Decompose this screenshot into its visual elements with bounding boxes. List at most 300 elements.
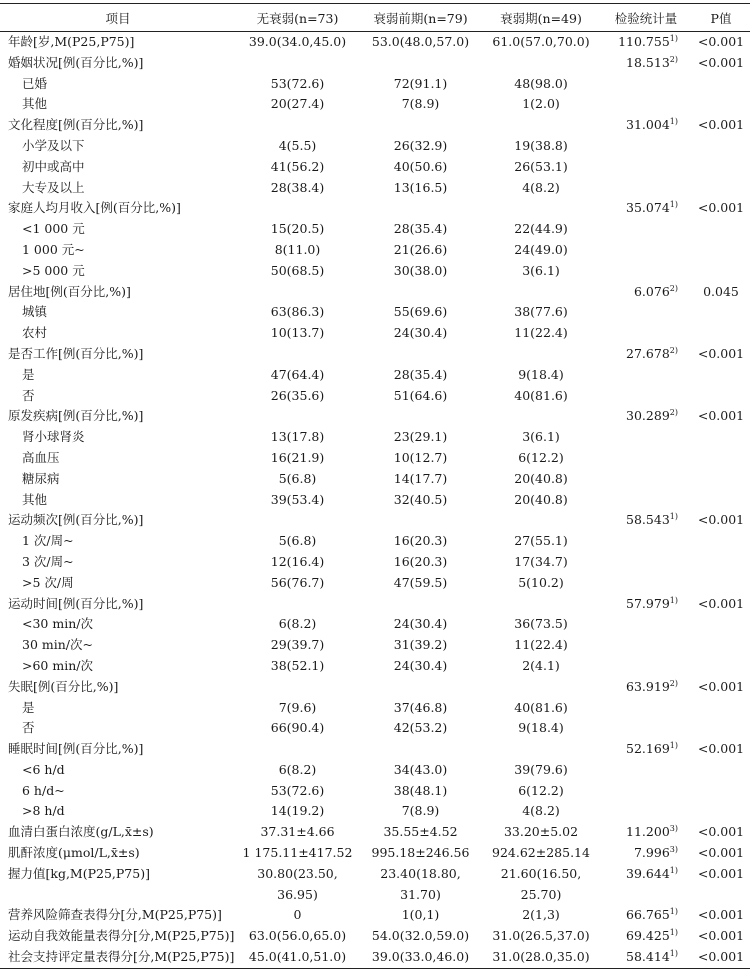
table-row xyxy=(0,178,750,199)
table-row xyxy=(0,386,750,407)
cell-frailty-text: 4(8.2) xyxy=(522,179,560,195)
table-row xyxy=(0,905,750,926)
cell-pre-frailty-text: 24(30.4) xyxy=(393,325,448,341)
cell-pre-frailty-text: 16(20.3) xyxy=(393,553,448,569)
table-row xyxy=(0,864,750,885)
cell-test-statistic-text: 110.755 xyxy=(618,34,670,49)
cell-frailty-text: 21.60(16.50, xyxy=(500,865,582,881)
cell-pre-frailty-text: 32(40.5) xyxy=(393,491,448,507)
row-label xyxy=(0,94,236,115)
footnote-marker: 2) xyxy=(669,678,678,688)
cell-pre-frailty xyxy=(359,32,482,53)
cell-p-value-text: <0.001 xyxy=(697,345,745,361)
cell-pre-frailty xyxy=(359,552,482,573)
cell-test-statistic xyxy=(600,448,692,469)
cell-no-frailty xyxy=(236,469,359,490)
row-label xyxy=(0,74,236,95)
cell-no-frailty xyxy=(236,926,359,947)
table-row xyxy=(0,32,750,53)
cell-test-statistic-text: 30.289 xyxy=(626,408,670,424)
cell-frailty-text: 25.70) xyxy=(520,886,562,902)
row-label xyxy=(0,115,236,136)
cell-pre-frailty-text: 23.40(18.80, xyxy=(380,865,461,881)
cell-frailty xyxy=(482,302,600,323)
cell-pre-frailty xyxy=(359,531,482,552)
cell-test-statistic-text: 57.979 xyxy=(626,595,670,611)
cell-frailty-text: 40(81.6) xyxy=(514,699,568,715)
cell-pre-frailty xyxy=(359,115,482,136)
table-row xyxy=(0,573,750,594)
cell-pre-frailty xyxy=(359,843,482,864)
cell-test-statistic xyxy=(600,531,692,552)
row-label-text: 运动时间[例(百分比,%)] xyxy=(8,595,144,611)
cell-frailty-text: 2(4.1) xyxy=(522,657,560,673)
table-row xyxy=(0,94,750,115)
cell-p-value-text: <0.001 xyxy=(697,845,745,861)
cell-no-frailty xyxy=(236,157,359,178)
cell-no-frailty xyxy=(236,344,359,365)
header-test-statistic: 检验统计量 xyxy=(614,10,678,26)
cell-test-statistic-text: 27.678 xyxy=(626,345,670,361)
cell-p-value xyxy=(692,157,750,178)
row-label xyxy=(0,781,236,802)
cell-no-frailty-text: 6(8.2) xyxy=(278,761,317,777)
cell-test-statistic xyxy=(600,427,692,448)
cell-test-statistic xyxy=(600,594,692,615)
table-row xyxy=(0,926,750,947)
cell-no-frailty-text: 14(19.2) xyxy=(270,803,325,819)
cell-pre-frailty-text: 1(0,1) xyxy=(401,907,440,923)
cell-no-frailty-text: 0 xyxy=(293,907,302,923)
cell-pre-frailty-text: 35.55±4.52 xyxy=(383,824,458,840)
cell-test-statistic xyxy=(600,947,692,968)
cell-p-value-text: <0.001 xyxy=(697,678,745,694)
cell-p-value xyxy=(692,32,750,53)
cell-test-statistic xyxy=(600,469,692,490)
footnote-marker: 1) xyxy=(669,865,678,875)
cell-no-frailty-text: 66(90.4) xyxy=(270,720,325,736)
cell-p-value xyxy=(692,614,750,635)
table-row xyxy=(0,219,750,240)
cell-frailty-text: 11(22.4) xyxy=(514,325,568,341)
cell-test-statistic xyxy=(600,885,692,906)
cell-pre-frailty xyxy=(359,594,482,615)
cell-frailty xyxy=(482,801,600,822)
cell-test-statistic xyxy=(600,94,692,115)
footnote-marker: 1) xyxy=(669,948,678,958)
cell-pre-frailty xyxy=(359,136,482,157)
cell-frailty xyxy=(482,240,600,261)
row-label xyxy=(0,947,236,968)
table-row xyxy=(0,552,750,573)
cell-no-frailty-text: 5(6.8) xyxy=(278,470,317,486)
row-label xyxy=(0,323,236,344)
row-label xyxy=(0,552,236,573)
cell-no-frailty xyxy=(236,115,359,136)
cell-p-value xyxy=(692,406,750,427)
row-label-text: 6 h/d~ xyxy=(22,782,65,798)
cell-frailty xyxy=(482,573,600,594)
cell-pre-frailty xyxy=(359,885,482,906)
cell-test-statistic xyxy=(600,406,692,427)
row-label xyxy=(0,614,236,635)
cell-p-value xyxy=(692,864,750,885)
cell-pre-frailty xyxy=(359,469,482,490)
row-label xyxy=(0,739,236,760)
cell-no-frailty xyxy=(236,240,359,261)
row-label xyxy=(0,760,236,781)
cell-no-frailty-text: 63(86.3) xyxy=(270,304,325,320)
cell-test-statistic-text: 58.543 xyxy=(626,512,670,528)
cell-p-value xyxy=(692,365,750,386)
row-label xyxy=(0,240,236,261)
row-label-text: 30 min/次~ xyxy=(22,637,93,653)
cell-test-statistic xyxy=(600,573,692,594)
cell-pre-frailty-text: 53.0(48.0,57.0) xyxy=(371,34,470,49)
cell-no-frailty xyxy=(236,365,359,386)
cell-frailty xyxy=(482,843,600,864)
cell-p-value xyxy=(692,240,750,261)
cell-p-value xyxy=(692,739,750,760)
cell-pre-frailty-text: 28(35.4) xyxy=(393,366,448,382)
table-row xyxy=(0,344,750,365)
row-label-text: 小学及以下 xyxy=(22,137,85,153)
cell-no-frailty xyxy=(236,594,359,615)
cell-no-frailty-text: 4(5.5) xyxy=(278,137,317,153)
cell-pre-frailty xyxy=(359,698,482,719)
row-label xyxy=(0,386,236,407)
cell-pre-frailty xyxy=(359,573,482,594)
row-label xyxy=(0,864,236,885)
cell-test-statistic xyxy=(600,905,692,926)
cell-test-statistic xyxy=(600,822,692,843)
cell-no-frailty xyxy=(236,801,359,822)
cell-p-value xyxy=(692,843,750,864)
table-row xyxy=(0,885,750,906)
cell-p-value xyxy=(692,801,750,822)
cell-frailty-text: 40(81.6) xyxy=(514,387,568,403)
cell-no-frailty xyxy=(236,510,359,531)
row-label-text: <6 h/d xyxy=(22,761,65,777)
row-label-text: 初中或高中 xyxy=(22,158,85,174)
row-label xyxy=(0,698,236,719)
table-row xyxy=(0,282,750,303)
table-row xyxy=(0,739,750,760)
cell-frailty xyxy=(482,282,600,303)
cell-frailty-text: 9(18.4) xyxy=(518,720,564,736)
footnote-marker: 2) xyxy=(669,408,678,418)
row-label xyxy=(0,344,236,365)
cell-no-frailty-text: 10(13.7) xyxy=(270,325,325,341)
cell-pre-frailty xyxy=(359,94,482,115)
cell-frailty-text: 20(40.8) xyxy=(514,470,568,486)
cell-p-value xyxy=(692,198,750,219)
cell-no-frailty-text: 39.0(34.0,45.0) xyxy=(248,34,347,49)
row-label-text: 血清白蛋白浓度(g/L,x̄±s) xyxy=(8,824,154,840)
cell-no-frailty-text: 30.80(23.50, xyxy=(257,865,338,881)
table-row xyxy=(0,531,750,552)
cell-frailty xyxy=(482,157,600,178)
cell-test-statistic xyxy=(600,718,692,739)
cell-p-value xyxy=(692,822,750,843)
cell-pre-frailty-text: 31.70) xyxy=(400,886,441,902)
cell-frailty xyxy=(482,490,600,511)
row-label-text: 运动频次[例(百分比,%)] xyxy=(8,512,144,528)
cell-test-statistic xyxy=(600,240,692,261)
table-row xyxy=(0,781,750,802)
cell-frailty-text: 61.0(57.0,70.0) xyxy=(492,34,590,49)
cell-frailty-text: 33.20±5.02 xyxy=(503,824,579,840)
cell-pre-frailty-text: 14(17.7) xyxy=(393,470,448,486)
cell-no-frailty-text: 8(11.0) xyxy=(274,241,321,257)
cell-frailty-text: 3(6.1) xyxy=(522,429,560,445)
row-label-text: 1 000 元~ xyxy=(22,241,85,257)
cell-frailty-text: 48(98.0) xyxy=(514,75,568,91)
cell-pre-frailty xyxy=(359,261,482,282)
footnote-marker: 2) xyxy=(669,345,678,355)
cell-p-value xyxy=(692,760,750,781)
row-label xyxy=(0,510,236,531)
row-label xyxy=(0,178,236,199)
cell-no-frailty xyxy=(236,739,359,760)
cell-test-statistic xyxy=(600,178,692,199)
row-label-text: 文化程度[例(百分比,%)] xyxy=(8,117,144,133)
cell-pre-frailty xyxy=(359,53,482,74)
footnote-marker: 1) xyxy=(669,928,678,938)
cell-test-statistic xyxy=(600,198,692,219)
cell-pre-frailty xyxy=(359,178,482,199)
cell-frailty xyxy=(482,178,600,199)
cell-p-value xyxy=(692,136,750,157)
cell-test-statistic xyxy=(600,53,692,74)
cell-p-value-text: <0.001 xyxy=(697,54,745,70)
cell-p-value xyxy=(692,677,750,698)
row-label-text: 年龄[岁,M(P25,P75)] xyxy=(8,34,135,49)
cell-pre-frailty-text: 995.18±246.56 xyxy=(371,845,470,861)
cell-pre-frailty-text: 38(48.1) xyxy=(393,782,448,798)
cell-pre-frailty xyxy=(359,240,482,261)
row-label-text: 城镇 xyxy=(22,304,48,320)
table-row xyxy=(0,947,750,968)
cell-frailty xyxy=(482,947,600,968)
row-label-text: 否 xyxy=(22,720,35,736)
cell-frailty xyxy=(482,905,600,926)
cell-frailty xyxy=(482,698,600,719)
cell-p-value xyxy=(692,386,750,407)
cell-no-frailty xyxy=(236,885,359,906)
cell-pre-frailty-text: 7(8.9) xyxy=(401,803,440,819)
cell-no-frailty xyxy=(236,427,359,448)
cell-p-value-text: <0.001 xyxy=(697,595,745,611)
cell-no-frailty xyxy=(236,94,359,115)
cell-p-value xyxy=(692,115,750,136)
cell-test-statistic xyxy=(600,302,692,323)
row-label xyxy=(0,573,236,594)
row-label-text: 高血压 xyxy=(22,449,60,465)
cell-p-value-text: <0.001 xyxy=(697,741,745,757)
cell-p-value xyxy=(692,469,750,490)
cell-p-value-text: <0.001 xyxy=(697,200,745,216)
cell-p-value xyxy=(692,635,750,656)
cell-p-value xyxy=(692,573,750,594)
cell-frailty-text: 6(12.2) xyxy=(518,782,564,798)
cell-no-frailty xyxy=(236,781,359,802)
cell-no-frailty xyxy=(236,718,359,739)
cell-frailty xyxy=(482,136,600,157)
cell-pre-frailty xyxy=(359,822,482,843)
cell-pre-frailty xyxy=(359,344,482,365)
cell-p-value xyxy=(692,302,750,323)
cell-frailty-text: 31.0(28.0,35.0) xyxy=(492,949,590,965)
row-label-text: 社会支持评定量表得分[分,M(P25,P75)] xyxy=(8,949,235,965)
cell-pre-frailty-text: 40(50.6) xyxy=(393,158,448,174)
row-label xyxy=(0,490,236,511)
cell-test-statistic-text: 11.200 xyxy=(626,824,670,840)
cell-no-frailty-text: 53(72.6) xyxy=(270,75,325,91)
row-label-text: 肌酐浓度(μmol/L,x̄±s) xyxy=(8,845,140,861)
cell-frailty-text: 17(34.7) xyxy=(514,553,568,569)
cell-pre-frailty xyxy=(359,74,482,95)
table-row xyxy=(0,490,750,511)
row-label xyxy=(0,885,236,906)
cell-pre-frailty xyxy=(359,427,482,448)
row-label-text: 营养风险筛查表得分[分,M(P25,P75)] xyxy=(8,907,222,923)
cell-no-frailty xyxy=(236,323,359,344)
cell-p-value xyxy=(692,947,750,968)
row-label-text: <30 min/次 xyxy=(22,616,93,632)
cell-no-frailty xyxy=(236,864,359,885)
cell-test-statistic xyxy=(600,698,692,719)
cell-test-statistic xyxy=(600,656,692,677)
cell-no-frailty xyxy=(236,219,359,240)
table-row xyxy=(0,261,750,282)
row-label-text: >8 h/d xyxy=(22,803,65,819)
cell-test-statistic-text: 6.076 xyxy=(633,283,670,299)
cell-test-statistic xyxy=(600,864,692,885)
cell-p-value xyxy=(692,219,750,240)
cell-no-frailty-text: 1 175.11±417.52 xyxy=(242,845,353,861)
row-label-text: >5 000 元 xyxy=(22,262,85,278)
cell-p-value xyxy=(692,885,750,906)
cell-no-frailty-text: 16(21.9) xyxy=(270,449,325,465)
cell-no-frailty-text: 26(35.6) xyxy=(270,387,325,403)
table-row xyxy=(0,365,750,386)
cell-test-statistic-text: 58.414 xyxy=(626,949,670,965)
table-row xyxy=(0,448,750,469)
footnote-marker: 1) xyxy=(669,117,678,127)
cell-frailty-text: 11(22.4) xyxy=(514,637,568,653)
cell-frailty xyxy=(482,469,600,490)
cell-frailty xyxy=(482,739,600,760)
row-label xyxy=(0,427,236,448)
row-label-text: 3 次/周~ xyxy=(22,553,74,569)
cell-no-frailty-text: 28(38.4) xyxy=(270,179,325,195)
cell-frailty xyxy=(482,53,600,74)
footnote-marker: 1) xyxy=(669,595,678,605)
table-row xyxy=(0,843,750,864)
cell-no-frailty-text: 45.0(41.0,51.0) xyxy=(248,949,347,965)
cell-no-frailty-text: 41(56.2) xyxy=(270,158,325,174)
cell-frailty xyxy=(482,365,600,386)
row-label xyxy=(0,594,236,615)
cell-p-value-text: <0.001 xyxy=(697,907,745,923)
cell-no-frailty xyxy=(236,406,359,427)
table-row xyxy=(0,510,750,531)
cell-no-frailty-text: 20(27.4) xyxy=(270,96,325,112)
row-label-text: 肾小球肾炎 xyxy=(22,429,85,445)
cell-frailty-text: 5(10.2) xyxy=(518,574,564,590)
footnote-marker: 3) xyxy=(669,844,678,854)
cell-no-frailty-text: 63.0(56.0,65.0) xyxy=(248,928,347,944)
row-label xyxy=(0,448,236,469)
cell-p-value-text: 0.045 xyxy=(703,283,739,299)
row-label xyxy=(0,136,236,157)
cell-pre-frailty xyxy=(359,490,482,511)
row-label xyxy=(0,656,236,677)
cell-pre-frailty-text: 30(38.0) xyxy=(393,262,448,278)
table-row xyxy=(0,801,750,822)
cell-no-frailty-text: 56(76.7) xyxy=(270,574,325,590)
cell-pre-frailty-text: 39.0(33.0,46.0) xyxy=(371,949,470,965)
cell-p-value-text: <0.001 xyxy=(697,865,745,881)
cell-pre-frailty-text: 72(91.1) xyxy=(393,75,448,91)
cell-frailty xyxy=(482,718,600,739)
cell-frailty xyxy=(482,926,600,947)
cell-no-frailty-text: 39(53.4) xyxy=(270,491,325,507)
cell-p-value xyxy=(692,531,750,552)
header-pre-frailty: 衰弱前期(n=79) xyxy=(373,10,468,26)
table-row xyxy=(0,614,750,635)
cell-frailty xyxy=(482,781,600,802)
cell-frailty-text: 31.0(26.5,37.0) xyxy=(492,928,590,944)
cell-pre-frailty xyxy=(359,760,482,781)
cell-test-statistic xyxy=(600,843,692,864)
cell-no-frailty xyxy=(236,531,359,552)
cell-frailty xyxy=(482,531,600,552)
cell-test-statistic xyxy=(600,32,692,53)
cell-pre-frailty xyxy=(359,448,482,469)
cell-no-frailty-text: 7(9.6) xyxy=(278,699,317,715)
row-label-text: 已婚 xyxy=(22,75,48,91)
row-label-text: 运动自我效能量表得分[分,M(P25,P75)] xyxy=(8,928,235,944)
table-row xyxy=(0,635,750,656)
cell-no-frailty-text: 53(72.6) xyxy=(270,782,325,798)
cell-p-value xyxy=(692,94,750,115)
cell-frailty xyxy=(482,261,600,282)
cell-test-statistic xyxy=(600,115,692,136)
cell-p-value xyxy=(692,427,750,448)
cell-frailty xyxy=(482,198,600,219)
cell-test-statistic-text: 66.765 xyxy=(626,907,670,923)
cell-frailty xyxy=(482,510,600,531)
cell-pre-frailty-text: 47(59.5) xyxy=(393,574,448,590)
row-label xyxy=(0,302,236,323)
cell-pre-frailty xyxy=(359,947,482,968)
table-row xyxy=(0,323,750,344)
table-row xyxy=(0,302,750,323)
footnote-marker: 2) xyxy=(669,283,678,293)
row-label xyxy=(0,261,236,282)
cell-test-statistic xyxy=(600,74,692,95)
table-row xyxy=(0,698,750,719)
table-row xyxy=(0,469,750,490)
cell-pre-frailty xyxy=(359,510,482,531)
cell-frailty xyxy=(482,94,600,115)
cell-test-statistic xyxy=(600,926,692,947)
cell-p-value-text: <0.001 xyxy=(697,928,745,944)
cell-frailty xyxy=(482,594,600,615)
cell-test-statistic xyxy=(600,323,692,344)
